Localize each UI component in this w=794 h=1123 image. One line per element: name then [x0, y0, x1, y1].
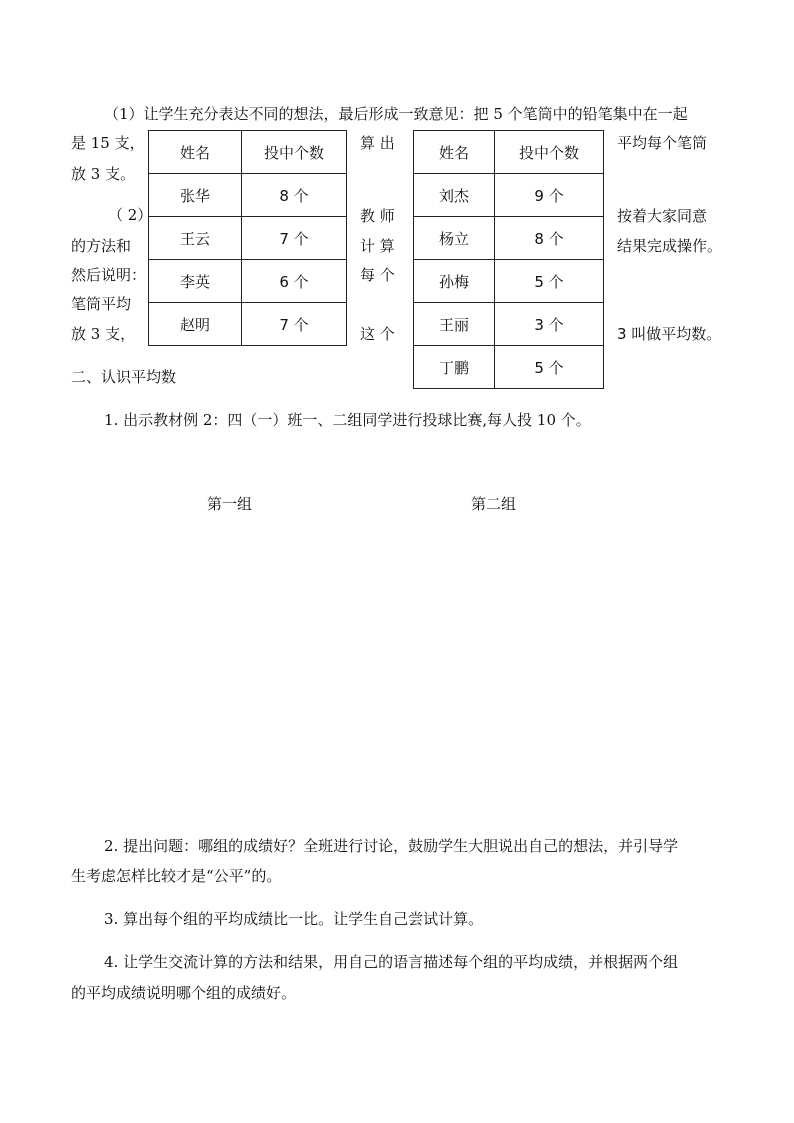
header-score: 投中个数	[495, 131, 604, 174]
left-text-4: 的方法和	[71, 237, 132, 255]
left-text-1: 是 15 支，	[71, 134, 145, 152]
table-row	[149, 217, 347, 260]
student-name: 孙梅	[414, 260, 495, 303]
middle-text-1: 算 出	[360, 134, 395, 152]
table-row	[414, 346, 604, 389]
table-row	[414, 174, 604, 217]
left-text-3: （ 2）	[108, 206, 153, 224]
table-row	[414, 217, 604, 260]
group1-score-table	[148, 130, 347, 346]
student-name: 杨立	[414, 217, 495, 260]
table-header-row	[414, 131, 604, 174]
item-4-line-2: 的平均成绩说明哪个组的成绩好。	[71, 984, 297, 1002]
table-row	[414, 260, 604, 303]
left-text-6: 笔筒平均	[71, 295, 132, 313]
student-name: 刘杰	[414, 174, 495, 217]
student-score: 9 个	[495, 174, 604, 217]
student-name: 丁鹏	[414, 346, 495, 389]
group2-score-table	[413, 130, 604, 389]
student-name: 赵明	[149, 303, 242, 346]
table-header-row	[149, 131, 347, 174]
table-row	[414, 303, 604, 346]
student-name: 张华	[149, 174, 242, 217]
student-name: 李英	[149, 260, 242, 303]
middle-text-2: 教 师	[360, 207, 395, 225]
middle-text-4: 每 个	[360, 266, 395, 284]
middle-text-5: 这 个	[360, 325, 395, 343]
left-text-5: 然后说明：	[71, 266, 147, 284]
right-text-4: 3 叫做平均数。	[617, 325, 722, 343]
middle-text-3: 计 算	[360, 237, 395, 255]
right-text-1: 平均每个笔筒	[617, 134, 708, 152]
student-score: 5 个	[495, 260, 604, 303]
student-score: 7 个	[242, 303, 347, 346]
student-name: 王丽	[414, 303, 495, 346]
group-label-2: 第二组	[471, 495, 517, 513]
table-row	[149, 260, 347, 303]
right-text-2: 按着大家同意	[617, 207, 708, 225]
student-score: 3 个	[495, 303, 604, 346]
student-score: 8 个	[242, 174, 347, 217]
student-score: 7 个	[242, 217, 347, 260]
left-text-2: 放 3 支。	[71, 165, 136, 183]
item-2-line-1: 2. 提出问题：哪组的成绩好？全班进行讨论，鼓励学生大胆说出自己的想法，并引导学	[104, 837, 679, 855]
header-name: 姓名	[149, 131, 242, 174]
header-score: 投中个数	[242, 131, 347, 174]
section-heading: 二、认识平均数	[71, 368, 177, 386]
item-4-line-1: 4. 让学生交流计算的方法和结果，用自己的语言描述每个组的平均成绩，并根据两个组	[104, 953, 679, 971]
group-label-1: 第一组	[207, 495, 253, 513]
student-score: 5 个	[495, 346, 604, 389]
student-name: 王云	[149, 217, 242, 260]
right-text-3: 结果完成操作。	[617, 237, 723, 255]
table-row	[149, 174, 347, 217]
header-name: 姓名	[414, 131, 495, 174]
table-row	[149, 303, 347, 346]
student-score: 6 个	[242, 260, 347, 303]
item-3: 3. 算出每个组的平均成绩比一比。让学生自己尝试计算。	[104, 910, 484, 928]
item-1: 1. 出示教材例 2：四（一）班一、二组同学进行投球比赛,每人投 10 个。	[104, 411, 591, 429]
item-2-line-2: 生考虑怎样比较才是“公平”的。	[71, 867, 282, 885]
left-text-7: 放 3 支，	[71, 325, 136, 343]
student-score: 8 个	[495, 217, 604, 260]
intro-line: （1）让学生充分表达不同的想法，最后形成一致意见：把 5 个笔筒中的铅笔集中在一起	[104, 105, 688, 123]
